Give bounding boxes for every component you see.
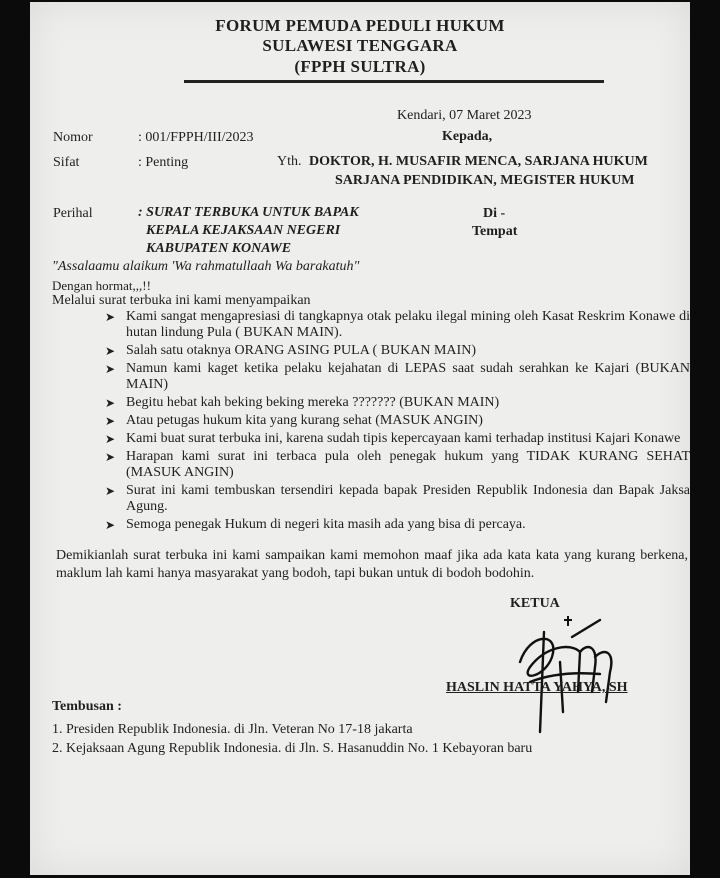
org-abbrev: (FPPH SULTRA) [294,57,426,76]
org-name: FORUM PEMUDA PEDULI HUKUM [215,16,505,35]
list-item: ➤ Namun kami kaget ketika pelaku kejahatan di LEPAS saat sudah serahkan ke Kajari (BUKAN MAIN) [105,361,690,392]
closing-paragraph: Demikianlah surat terbuka ini kami sampaikan kami memohon maaf jika ada kata kata yang kurang berkena, maklum lah kami hanya masyarakat yang bodoh, tapi bukan untuk di bodoh bodohin. [56,548,688,581]
arrow-bullet-icon: ➤ [105,432,116,446]
list-item: ➤ Surat ini kami tembuskan tersendiri kepada bapak Presiden Republik Indonesia dan Bapak Jaksa Agung. [105,483,690,514]
signature-scribble [460,612,650,742]
org-region: SULAWESI TENGGARA [262,36,458,55]
recipient-degree: SARJANA PENDIDIKAN, MEGISTER HUKUM [335,173,635,188]
arrow-bullet-icon: ➤ [105,414,116,428]
perihal-line1: : SURAT TERBUKA UNTUK BAPAK [138,205,359,220]
perihal-line2: KEPALA KEJAKSAAN NEGERI [146,223,341,238]
perihal-line3: KABUPATEN KONAWE [146,241,292,256]
list-item: ➤ Kami sangat mengapresiasi di tangkapnya otak pelaku ilegal mining oleh Kasat Reskrim Konawe di hutan lindung Pula ( BUKAN MAIN). [105,309,690,340]
arrow-bullet-icon: ➤ [105,484,116,498]
header-rule [184,80,604,83]
list-item: ➤ Semoga penegak Hukum di negeri kita masih ada yang bisa di percaya. [105,517,526,532]
tembusan-title: Tembusan : [52,699,122,714]
intro-text: Melalui surat terbuka ini kami menyampaikan [52,293,311,308]
kepada-label: Kepada, [442,129,493,144]
tembusan-item: 2. Kejaksaan Agung Republik Indonesia. di Jln. S. Hasanuddin No. 1 Kebayoran baru [52,741,533,756]
ketua-label: KETUA [510,596,560,611]
arrow-bullet-icon: ➤ [105,362,116,376]
list-item: ➤ Atau petugas hukum kita yang kurang sehat (MASUK ANGIN) [105,413,483,428]
nomor-label: Nomor [53,130,93,145]
perihal-label: Perihal [53,206,93,221]
list-item: ➤ Salah satu otaknya ORANG ASING PULA ( BUKAN MAIN) [105,343,476,358]
place-date: Kendari, 07 Maret 2023 [397,108,532,123]
recipient-name: DOKTOR, H. MUSAFIR MENCA, SARJANA HUKUM [309,154,648,169]
tembusan-item: 1. Presiden Republik Indonesia. di Jln. Veteran No 17-18 jakarta [52,722,413,737]
sifat-value: : Penting [138,155,189,170]
list-item: ➤ Kami buat surat terbuka ini, karena sudah tipis kepercayaan kami terhadap institusi Kajari Konawe [105,431,681,446]
greeting-hormat: Dengan hormat,,,!! [52,278,151,293]
points-list [78,309,690,535]
arrow-bullet-icon: ➤ [105,310,116,324]
greeting-salam: "Assalaamu alaikum 'Wa rahmatullaah Wa barakatuh" [52,259,360,274]
nomor-value: : 001/FPPH/III/2023 [138,130,254,145]
list-item: ➤ Begitu hebat kah beking beking mereka ??????? (BUKAN MAIN) [105,395,500,410]
signer-name: HASLIN HATTA YAHYA, SH [446,680,628,695]
arrow-bullet-icon: ➤ [105,450,116,464]
arrow-bullet-icon: ➤ [105,344,116,358]
arrow-bullet-icon: ➤ [105,396,116,410]
yth-prefix: Yth. [277,154,302,169]
list-item: ➤ Harapan kami surat ini terbaca pula oleh penegak hukum yang TIDAK KURANG SEHAT (MASUK ANGIN) [105,449,690,480]
letter-page [30,2,690,875]
di-label: Di - [483,206,506,221]
tempat-label: Tempat [472,224,518,239]
sifat-label: Sifat [53,155,80,170]
arrow-bullet-icon: ➤ [105,518,116,532]
